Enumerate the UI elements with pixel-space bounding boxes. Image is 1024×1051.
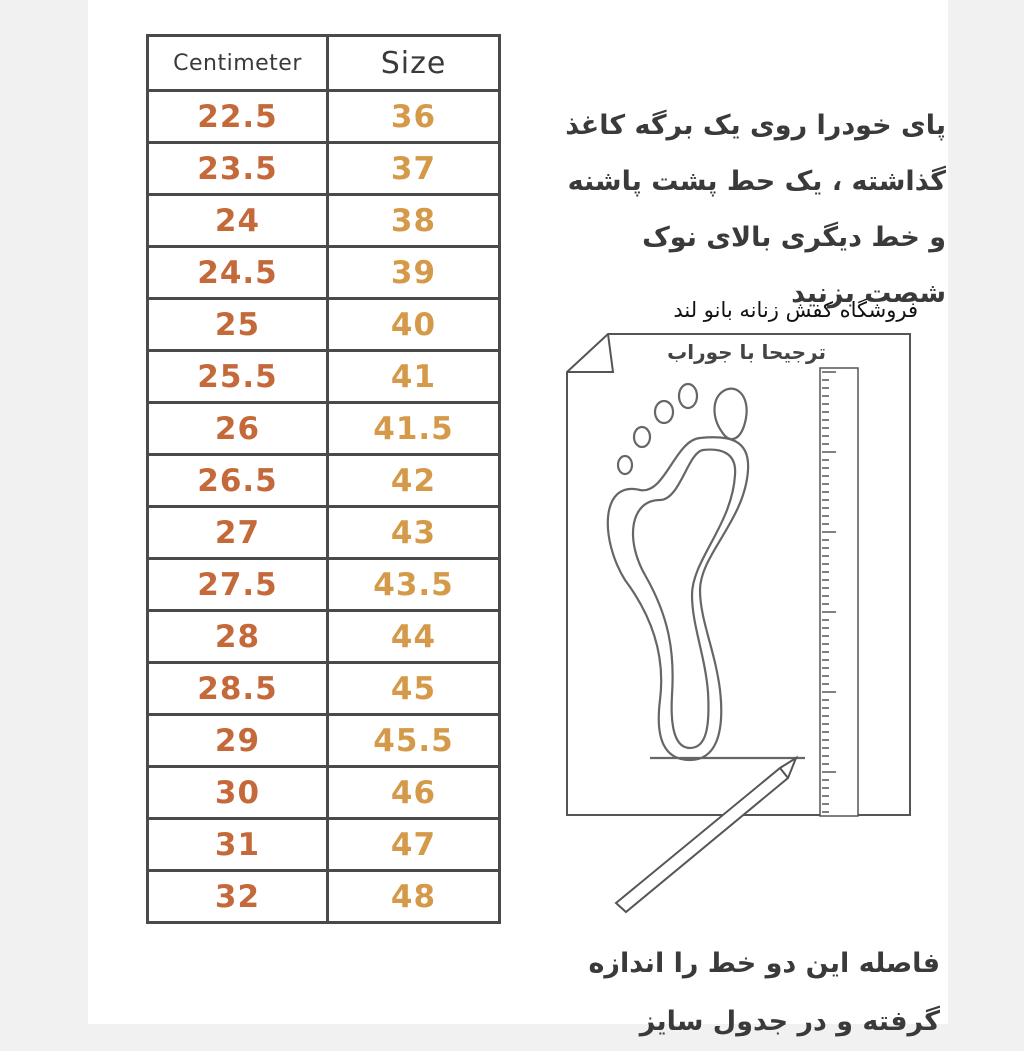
- instruction-line: گذاشته ، یک حط پشت پاشنه: [567, 166, 946, 197]
- cell-size: 44: [328, 611, 500, 663]
- cell-size: 40: [328, 299, 500, 351]
- cell-size: 45: [328, 663, 500, 715]
- cell-centimeter: 22.5: [148, 91, 328, 143]
- cell-centimeter: 25: [148, 299, 328, 351]
- cell-centimeter: 26: [148, 403, 328, 455]
- cell-size: 43.5: [328, 559, 500, 611]
- sock-note: ترجیحا با جوراب: [667, 340, 826, 364]
- cell-centimeter: 27.5: [148, 559, 328, 611]
- ruler-icon: [820, 368, 858, 816]
- cell-centimeter: 24: [148, 195, 328, 247]
- store-name: فروشگاه کفش زنانه بانو لند: [673, 298, 918, 322]
- cell-centimeter: 23.5: [148, 143, 328, 195]
- cell-size: 46: [328, 767, 500, 819]
- cell-size: 45.5: [328, 715, 500, 767]
- cell-centimeter: 28: [148, 611, 328, 663]
- instruction-line: و خط دیگری بالای نوک: [642, 222, 946, 253]
- cell-size: 36: [328, 91, 500, 143]
- cell-centimeter: 24.5: [148, 247, 328, 299]
- cell-centimeter: 28.5: [148, 663, 328, 715]
- header-size: Size: [328, 36, 500, 91]
- cell-centimeter: 30: [148, 767, 328, 819]
- cell-size: 41.5: [328, 403, 500, 455]
- cell-centimeter: 32: [148, 871, 328, 923]
- cell-centimeter: 31: [148, 819, 328, 871]
- cell-size: 41: [328, 351, 500, 403]
- cell-centimeter: 29: [148, 715, 328, 767]
- cell-centimeter: 25.5: [148, 351, 328, 403]
- cell-size: 42: [328, 455, 500, 507]
- bottom-line: فاصله این دو خط را اندازه: [588, 948, 940, 979]
- cell-size: 38: [328, 195, 500, 247]
- cell-size: 39: [328, 247, 500, 299]
- cell-size: 43: [328, 507, 500, 559]
- bottom-line: گرفته و در جدول سایز: [639, 1006, 940, 1037]
- bottom-instructions: [525, 935, 940, 1051]
- cell-size: 48: [328, 871, 500, 923]
- cell-centimeter: 27: [148, 507, 328, 559]
- cell-size: 47: [328, 819, 500, 871]
- instruction-line: شصت بزنید: [791, 278, 946, 309]
- cell-centimeter: 26.5: [148, 455, 328, 507]
- instruction-line: پای خودرا روی یک برگه کاغذ: [565, 110, 946, 141]
- cell-size: 37: [328, 143, 500, 195]
- header-centimeter: Centimeter: [148, 36, 328, 91]
